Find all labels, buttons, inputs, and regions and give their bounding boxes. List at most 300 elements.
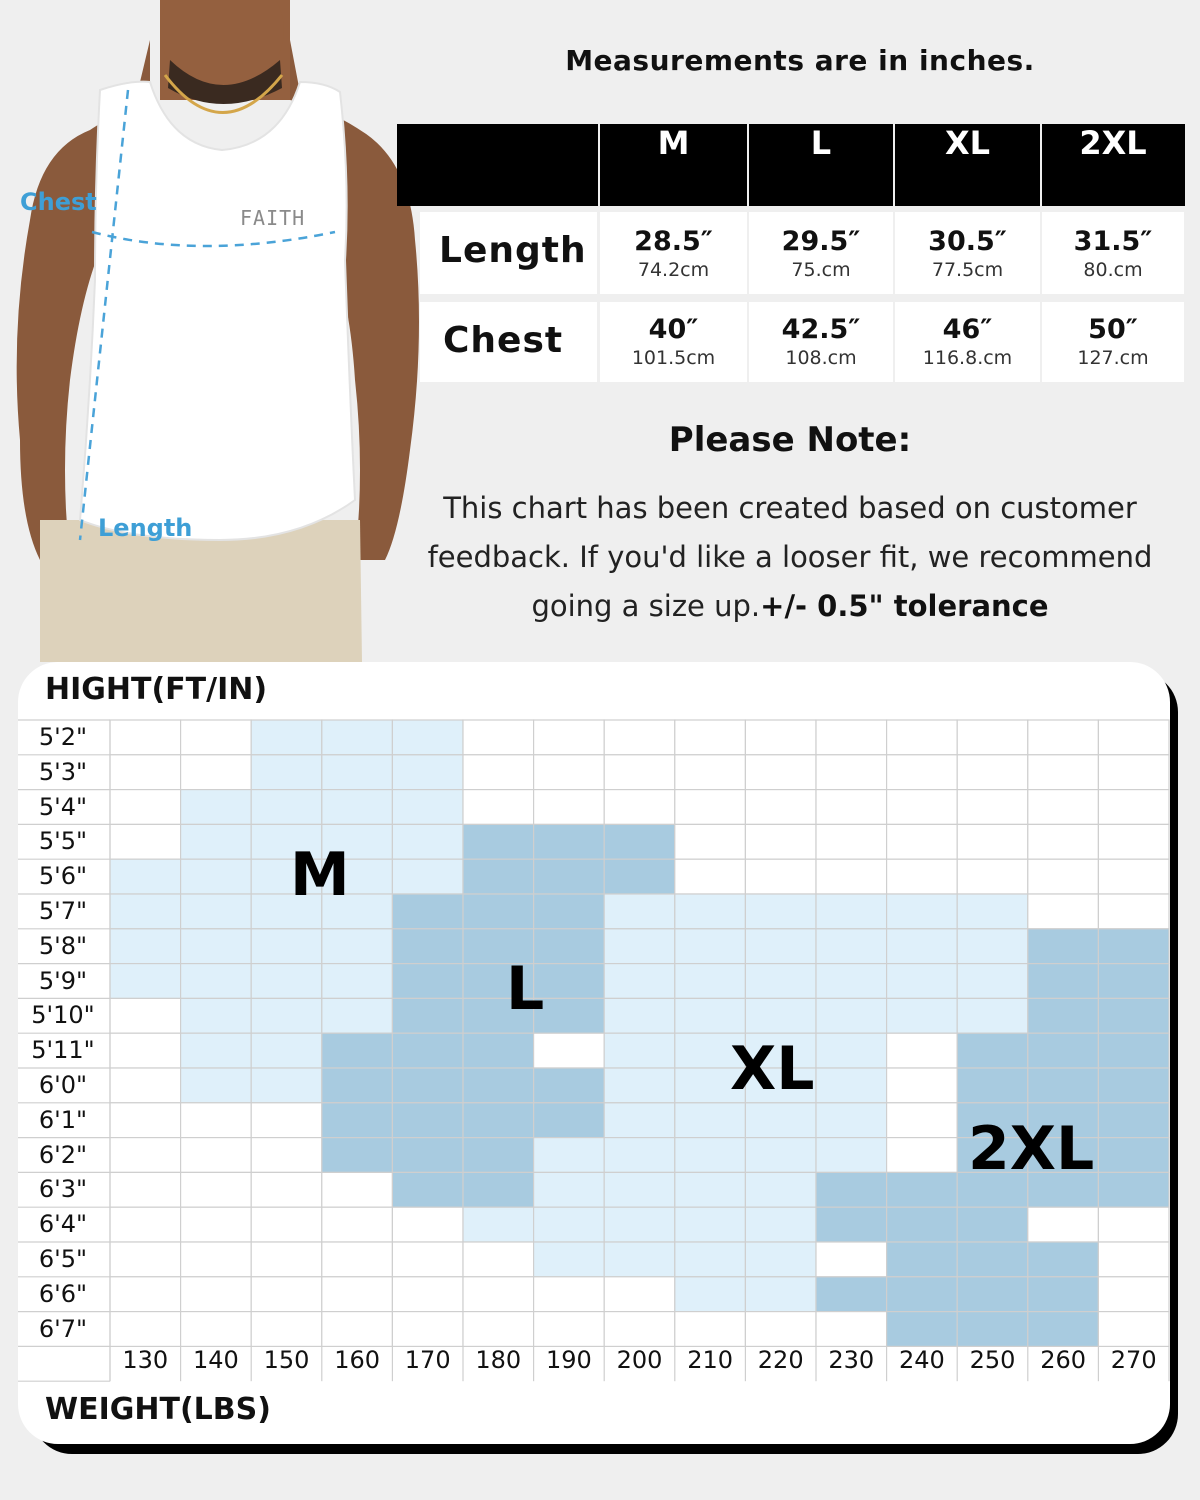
height-label: 5'10" bbox=[31, 1001, 95, 1030]
size-grid-cell bbox=[534, 1277, 605, 1312]
size-grid-cell bbox=[675, 1277, 746, 1312]
size-grid-cell bbox=[604, 894, 675, 929]
size-grid-cell bbox=[392, 720, 463, 755]
size-grid-cell bbox=[816, 720, 887, 755]
size-zone-label: 2XL bbox=[968, 1114, 1095, 1184]
size-grid-cell bbox=[1028, 790, 1099, 825]
weight-label: 160 bbox=[334, 1346, 380, 1374]
size-grid-cell bbox=[251, 929, 322, 964]
size-grid-cell bbox=[181, 964, 252, 999]
size-grid-cell bbox=[181, 859, 252, 894]
size-grid-cell bbox=[816, 1312, 887, 1347]
size-grid-cell bbox=[251, 998, 322, 1033]
size-grid-cell bbox=[463, 1138, 534, 1173]
size-grid-cell bbox=[534, 1033, 605, 1068]
size-grid-cell bbox=[816, 929, 887, 964]
length-2xl-cm: 80.cm bbox=[1083, 259, 1143, 281]
size-grid-cell bbox=[1028, 1033, 1099, 1068]
weight-label: 260 bbox=[1040, 1346, 1086, 1374]
size-grid-cell bbox=[604, 1138, 675, 1173]
size-grid-cell bbox=[604, 824, 675, 859]
size-grid-cell bbox=[322, 1312, 393, 1347]
size-grid-cell bbox=[463, 1068, 534, 1103]
size-grid-cell bbox=[463, 1033, 534, 1068]
size-grid-cell bbox=[816, 964, 887, 999]
size-grid-cell bbox=[745, 998, 816, 1033]
size-grid-cell bbox=[675, 824, 746, 859]
size-grid-cell bbox=[1098, 1068, 1169, 1103]
size-grid-cell bbox=[745, 1277, 816, 1312]
height-label: 6'4" bbox=[38, 1210, 88, 1239]
size-grid-cell bbox=[745, 1207, 816, 1242]
size-grid-cell bbox=[181, 1033, 252, 1068]
size-grid-cell bbox=[534, 1312, 605, 1347]
size-grid-cell bbox=[1028, 824, 1099, 859]
length-m-inches: 28.5″ bbox=[634, 226, 713, 257]
weight-label: 270 bbox=[1110, 1346, 1157, 1374]
weight-label: 180 bbox=[475, 1346, 522, 1374]
size-grid-cell bbox=[322, 964, 393, 999]
size-grid-cell bbox=[604, 859, 675, 894]
size-grid-cell bbox=[675, 998, 746, 1033]
size-grid-cell bbox=[1028, 1277, 1099, 1312]
size-grid-cell bbox=[675, 1242, 746, 1277]
size-grid-cell bbox=[181, 1277, 252, 1312]
size-grid-cell bbox=[604, 1312, 675, 1347]
size-grid-cell bbox=[887, 1312, 958, 1347]
size-grid-cell bbox=[322, 1138, 393, 1173]
size-grid-cell bbox=[181, 720, 252, 755]
size-grid-cell bbox=[745, 1103, 816, 1138]
size-grid-cell bbox=[110, 859, 181, 894]
size-grid-cell bbox=[604, 1277, 675, 1312]
weight-label: 210 bbox=[687, 1346, 733, 1374]
size-grid-cell bbox=[110, 894, 181, 929]
size-grid-cell bbox=[957, 964, 1028, 999]
size-grid-cell bbox=[1028, 1312, 1099, 1347]
size-grid-cell bbox=[675, 1312, 746, 1347]
size-grid-cell bbox=[534, 1138, 605, 1173]
header-divider bbox=[1040, 124, 1042, 206]
height-label: 5'6" bbox=[38, 862, 88, 891]
chest-xl-inches: 46″ bbox=[942, 314, 993, 345]
size-grid-cell bbox=[675, 1207, 746, 1242]
height-label: 6'1" bbox=[38, 1105, 88, 1134]
size-grid-cell bbox=[957, 790, 1028, 825]
size-grid-cell bbox=[1098, 1312, 1169, 1347]
size-grid-cell bbox=[534, 1172, 605, 1207]
size-grid-cell bbox=[392, 755, 463, 790]
tolerance-text: +/- 0.5" tolerance bbox=[760, 589, 1049, 623]
size-grid-cell bbox=[1098, 790, 1169, 825]
header-divider bbox=[893, 124, 895, 206]
size-grid-cell bbox=[534, 1068, 605, 1103]
size-grid-cell bbox=[887, 1068, 958, 1103]
weight-label: 240 bbox=[898, 1346, 945, 1374]
size-grid-cell bbox=[322, 1103, 393, 1138]
height-weight-size-chart bbox=[18, 662, 1170, 1444]
height-label: 5'11" bbox=[31, 1036, 95, 1065]
size-grid-cell bbox=[251, 1172, 322, 1207]
size-grid-cell bbox=[534, 790, 605, 825]
size-grid-cell bbox=[1098, 1172, 1169, 1207]
size-grid-cell bbox=[463, 755, 534, 790]
size-grid-cell bbox=[392, 1103, 463, 1138]
size-grid-cell bbox=[957, 1277, 1028, 1312]
size-grid-cell bbox=[675, 720, 746, 755]
size-grid-cell bbox=[1028, 894, 1099, 929]
size-grid-cell bbox=[745, 964, 816, 999]
size-grid-cell bbox=[1028, 998, 1099, 1033]
size-grid-cell bbox=[322, 720, 393, 755]
size-grid-cell bbox=[604, 929, 675, 964]
size-zone-label: XL bbox=[730, 1034, 815, 1104]
height-label: 5'3" bbox=[38, 757, 88, 786]
size-grid-cell bbox=[604, 790, 675, 825]
size-grid-cell bbox=[887, 720, 958, 755]
size-grid-cell bbox=[604, 755, 675, 790]
size-grid-cell bbox=[816, 1068, 887, 1103]
size-grid-cell bbox=[392, 1068, 463, 1103]
size-grid-cell bbox=[957, 998, 1028, 1033]
weight-label: 200 bbox=[616, 1346, 663, 1374]
size-grid-cell bbox=[887, 790, 958, 825]
size-grid-cell bbox=[675, 1103, 746, 1138]
size-grid-cell bbox=[957, 1207, 1028, 1242]
size-grid-cell bbox=[816, 859, 887, 894]
size-grid-cell bbox=[816, 1207, 887, 1242]
size-grid-cell bbox=[957, 894, 1028, 929]
size-grid-cell bbox=[392, 790, 463, 825]
size-grid-cell bbox=[887, 929, 958, 964]
chest-l-cm: 108.cm bbox=[785, 347, 857, 369]
chest-m-inches: 40″ bbox=[648, 314, 699, 345]
height-label: 5'2" bbox=[38, 723, 88, 751]
size-grid-cell bbox=[392, 1172, 463, 1207]
size-grid-cell bbox=[322, 790, 393, 825]
size-grid-cell bbox=[463, 824, 534, 859]
size-grid-cell bbox=[1098, 824, 1169, 859]
size-grid-cell bbox=[957, 1033, 1028, 1068]
size-grid-cell bbox=[251, 790, 322, 825]
size-grid-cell bbox=[463, 1207, 534, 1242]
size-grid-cell bbox=[110, 1033, 181, 1068]
size-zone-label: L bbox=[506, 954, 545, 1024]
header-divider bbox=[598, 124, 600, 206]
size-grid-cell bbox=[887, 824, 958, 859]
size-zone-label: M bbox=[290, 840, 350, 910]
size-grid-cell bbox=[181, 824, 252, 859]
size-grid-cell bbox=[1098, 720, 1169, 755]
size-grid-cell bbox=[675, 1138, 746, 1173]
length-m-cell bbox=[600, 212, 747, 294]
size-grid-cell bbox=[745, 755, 816, 790]
size-grid-cell bbox=[392, 894, 463, 929]
size-grid-cell bbox=[322, 929, 393, 964]
size-grid-cell bbox=[392, 824, 463, 859]
model-figure bbox=[0, 0, 420, 662]
size-grid-cell bbox=[251, 1033, 322, 1068]
weight-label: 220 bbox=[757, 1346, 804, 1374]
size-grid-cell bbox=[251, 1103, 322, 1138]
length-l-inches: 29.5″ bbox=[781, 226, 861, 257]
size-grid-cell bbox=[1098, 998, 1169, 1033]
size-grid-cell bbox=[604, 1172, 675, 1207]
size-grid-cell bbox=[392, 998, 463, 1033]
size-grid-cell bbox=[251, 1242, 322, 1277]
size-grid-cell bbox=[110, 824, 181, 859]
weight-label: 130 bbox=[122, 1346, 169, 1374]
size-grid-cell bbox=[534, 894, 605, 929]
height-label: 6'5" bbox=[38, 1245, 88, 1273]
size-grid-cell bbox=[463, 790, 534, 825]
size-grid-cell bbox=[463, 859, 534, 894]
chest-l-inches: 42.5″ bbox=[781, 314, 861, 345]
length-m-cm: 74.2cm bbox=[637, 259, 710, 281]
size-grid-cell bbox=[957, 755, 1028, 790]
length-2xl-inches: 31.5″ bbox=[1073, 226, 1153, 257]
size-grid-cell bbox=[463, 1277, 534, 1312]
size-header-m: M bbox=[657, 124, 690, 162]
size-grid-cell bbox=[604, 1033, 675, 1068]
size-grid-cell bbox=[1028, 964, 1099, 999]
size-grid-cell bbox=[392, 1242, 463, 1277]
size-grid-cell bbox=[392, 1033, 463, 1068]
size-grid-cell bbox=[1028, 859, 1099, 894]
size-grid-cell bbox=[322, 1033, 393, 1068]
note-text: This chart has been created based on customer feedback. If you'd like a looser fit, we recommend going a size up. bbox=[427, 491, 1153, 623]
size-grid-cell bbox=[110, 720, 181, 755]
size-grid-cell bbox=[181, 998, 252, 1033]
size-grid-cell bbox=[745, 1172, 816, 1207]
size-grid-cell bbox=[675, 929, 746, 964]
size-grid-cell bbox=[887, 1207, 958, 1242]
length-xl-cm: 77.5cm bbox=[931, 259, 1004, 281]
size-grid-cell bbox=[957, 1068, 1028, 1103]
chest-guide-label: Chest bbox=[20, 188, 97, 216]
size-grid-cell bbox=[957, 720, 1028, 755]
size-grid-cell bbox=[181, 790, 252, 825]
size-grid-cell bbox=[463, 1312, 534, 1347]
chest-2xl-cm: 127.cm bbox=[1077, 347, 1149, 369]
size-grid-cell bbox=[181, 755, 252, 790]
height-label: 6'0" bbox=[38, 1071, 88, 1099]
size-grid-cell bbox=[604, 1242, 675, 1277]
size-grid-cell bbox=[887, 755, 958, 790]
size-grid-cell bbox=[322, 1068, 393, 1103]
size-grid-cell bbox=[392, 1138, 463, 1173]
weight-label: 190 bbox=[545, 1346, 592, 1374]
size-grid-cell bbox=[181, 929, 252, 964]
chest-l-cell bbox=[749, 302, 893, 382]
chest-2xl-inches: 50″ bbox=[1088, 314, 1138, 345]
size-grid-cell bbox=[675, 859, 746, 894]
size-grid-cell bbox=[322, 1172, 393, 1207]
height-label: 6'3" bbox=[38, 1175, 88, 1204]
size-grid-cell bbox=[534, 1103, 605, 1138]
size-grid-cell bbox=[110, 1068, 181, 1103]
size-grid-cell bbox=[745, 1312, 816, 1347]
size-grid-cell bbox=[110, 755, 181, 790]
size-grid-cell bbox=[463, 720, 534, 755]
size-grid-cell bbox=[1028, 929, 1099, 964]
size-grid-cell bbox=[887, 1138, 958, 1173]
size-grid-cell bbox=[322, 1242, 393, 1277]
size-grid-cell bbox=[604, 998, 675, 1033]
size-grid-cell bbox=[745, 929, 816, 964]
row-label-length: Length bbox=[439, 230, 587, 271]
size-grid-cell bbox=[392, 859, 463, 894]
size-grid-cell bbox=[675, 1172, 746, 1207]
size-grid-cell bbox=[745, 720, 816, 755]
size-grid-cell bbox=[463, 1172, 534, 1207]
size-grid-cell bbox=[604, 1103, 675, 1138]
size-grid-cell bbox=[1028, 1207, 1099, 1242]
size-grid-cell bbox=[887, 998, 958, 1033]
size-grid-cell bbox=[110, 1242, 181, 1277]
size-grid-cell bbox=[251, 755, 322, 790]
size-grid-cell bbox=[251, 964, 322, 999]
weight-label: 230 bbox=[828, 1346, 875, 1374]
size-grid-cell bbox=[110, 964, 181, 999]
size-grid-cell bbox=[745, 1242, 816, 1277]
size-grid-cell bbox=[1028, 1242, 1099, 1277]
size-grid-cell bbox=[181, 1242, 252, 1277]
size-grid-cell bbox=[816, 894, 887, 929]
size-grid-cell bbox=[887, 1103, 958, 1138]
length-xl-cell bbox=[895, 212, 1040, 294]
height-label: 6'2" bbox=[38, 1140, 88, 1169]
size-grid-cell bbox=[463, 1103, 534, 1138]
weight-label: 170 bbox=[404, 1346, 451, 1374]
size-grid-cell bbox=[887, 1277, 958, 1312]
size-grid-cell bbox=[110, 929, 181, 964]
height-label: 6'7" bbox=[38, 1314, 88, 1343]
height-label: 6'6" bbox=[38, 1279, 88, 1308]
size-grid-cell bbox=[322, 998, 393, 1033]
size-grid-cell bbox=[1098, 894, 1169, 929]
size-grid-cell bbox=[1098, 929, 1169, 964]
size-grid-cell bbox=[887, 1033, 958, 1068]
size-grid-cell bbox=[251, 1068, 322, 1103]
size-grid-cell bbox=[322, 755, 393, 790]
size-grid-cell bbox=[181, 894, 252, 929]
size-grid-cell bbox=[887, 1242, 958, 1277]
size-grid-cell bbox=[1098, 755, 1169, 790]
size-grid-cell bbox=[1098, 1277, 1169, 1312]
length-l-cell bbox=[749, 212, 893, 294]
size-grid-cell bbox=[392, 929, 463, 964]
size-grid-cell bbox=[745, 894, 816, 929]
height-label: 5'8" bbox=[38, 931, 88, 960]
size-grid-cell bbox=[1098, 1103, 1169, 1138]
size-grid-cell bbox=[745, 824, 816, 859]
chest-xl-cell bbox=[895, 302, 1040, 382]
weight-axis-title: WEIGHT(LBS) bbox=[45, 1392, 271, 1427]
measurement-unit-note: Measurements are in inches. bbox=[565, 44, 1035, 77]
size-grid-cell bbox=[1098, 859, 1169, 894]
size-grid-cell bbox=[392, 1207, 463, 1242]
size-grid-cell bbox=[110, 998, 181, 1033]
size-grid-cell bbox=[957, 859, 1028, 894]
weight-label: 250 bbox=[969, 1346, 1016, 1374]
size-grid-cell bbox=[534, 755, 605, 790]
size-grid-cell bbox=[1098, 964, 1169, 999]
size-grid-cell bbox=[816, 790, 887, 825]
size-grid-cell bbox=[392, 1312, 463, 1347]
size-grid-cell bbox=[181, 1207, 252, 1242]
size-header-l: L bbox=[810, 124, 832, 162]
size-grid-cell bbox=[816, 824, 887, 859]
size-grid-cell bbox=[251, 1207, 322, 1242]
size-grid-cell bbox=[745, 859, 816, 894]
note-title: Please Note: bbox=[668, 420, 912, 460]
size-grid-cell bbox=[1098, 1033, 1169, 1068]
size-grid-cell bbox=[251, 1138, 322, 1173]
height-axis-title: HIGHT(FT/IN) bbox=[45, 672, 268, 707]
size-grid-cell bbox=[816, 1103, 887, 1138]
height-label: 5'5" bbox=[38, 827, 88, 856]
size-grid-cell bbox=[534, 1207, 605, 1242]
height-label: 5'7" bbox=[38, 897, 88, 925]
size-grid-cell bbox=[251, 1277, 322, 1312]
size-grid-cell bbox=[463, 894, 534, 929]
size-grid-cell bbox=[181, 1138, 252, 1173]
size-grid-cell bbox=[1098, 1207, 1169, 1242]
size-grid-cell bbox=[534, 859, 605, 894]
size-grid-cell bbox=[1098, 1138, 1169, 1173]
size-grid-cell bbox=[181, 1103, 252, 1138]
height-label: 5'9" bbox=[38, 966, 88, 995]
size-grid-cell bbox=[181, 1312, 252, 1347]
size-grid-cell bbox=[110, 1138, 181, 1173]
header-divider bbox=[747, 124, 749, 206]
size-grid-cell bbox=[181, 1172, 252, 1207]
chest-m-cell bbox=[600, 302, 747, 382]
size-grid-cell bbox=[887, 964, 958, 999]
size-grid-cell bbox=[251, 720, 322, 755]
length-2xl-cell bbox=[1042, 212, 1184, 294]
size-grid-cell bbox=[675, 790, 746, 825]
chest-2xl-cell bbox=[1042, 302, 1184, 382]
size-grid-cell bbox=[816, 1172, 887, 1207]
size-grid-cell bbox=[110, 1172, 181, 1207]
size-grid-cell bbox=[957, 929, 1028, 964]
size-grid-cell bbox=[1028, 720, 1099, 755]
size-grid-cell bbox=[110, 1277, 181, 1312]
size-grid-cell bbox=[604, 964, 675, 999]
length-xl-inches: 30.5″ bbox=[928, 226, 1007, 257]
size-grid-cell bbox=[322, 1207, 393, 1242]
length-guide-label: Length bbox=[98, 514, 193, 542]
size-grid bbox=[18, 662, 1170, 1444]
size-grid-cell bbox=[816, 998, 887, 1033]
size-grid-cell bbox=[816, 1138, 887, 1173]
shirt-print-text: FAITH bbox=[240, 206, 306, 230]
chest-xl-cm: 116.8.cm bbox=[922, 347, 1013, 369]
size-grid-cell bbox=[887, 894, 958, 929]
chest-m-cm: 101.5cm bbox=[631, 347, 716, 369]
size-grid-cell bbox=[110, 1312, 181, 1347]
size-grid-cell bbox=[1098, 1242, 1169, 1277]
size-header-xl: XL bbox=[944, 124, 991, 162]
size-grid-cell bbox=[534, 720, 605, 755]
weight-label: 140 bbox=[192, 1346, 239, 1374]
size-header-2xl: 2XL bbox=[1079, 124, 1147, 162]
size-grid-cell bbox=[251, 1312, 322, 1347]
size-grid-cell bbox=[675, 894, 746, 929]
size-grid-cell bbox=[957, 1242, 1028, 1277]
